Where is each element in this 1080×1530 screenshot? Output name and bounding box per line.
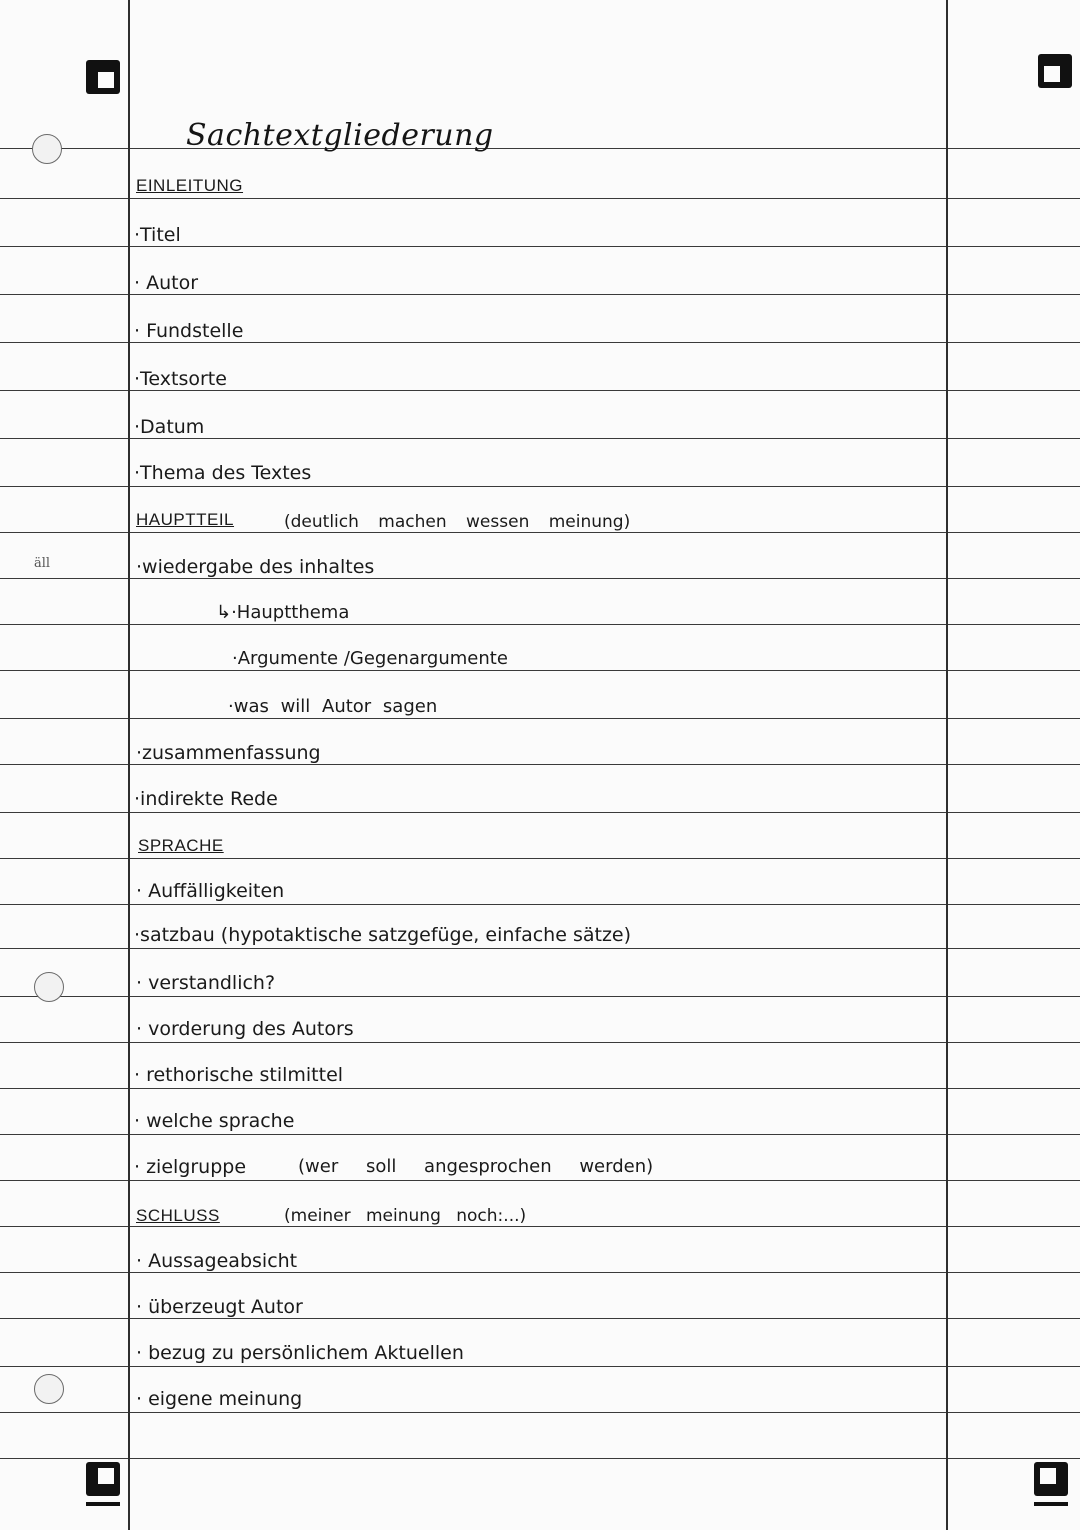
list-item: · überzeugt Autor bbox=[136, 1296, 303, 1318]
sub-list-item: ·was will Autor sagen bbox=[228, 696, 438, 717]
hauptteil-note-text: (deutlich machen wessen meinung) bbox=[284, 512, 631, 532]
heading-einleitung: EINLEITUNG bbox=[136, 176, 244, 195]
sub-list-item: ↳·Hauptthema bbox=[216, 602, 350, 623]
list-item: · bezug zu persönlichem Aktuellen bbox=[136, 1342, 464, 1364]
list-item: ·indirekte Rede bbox=[134, 788, 278, 810]
list-item: ·satzbau (hypotaktische satzgefüge, einfache sätze) bbox=[134, 924, 632, 946]
corner-mark-icon bbox=[86, 60, 120, 94]
list-item: · Autor bbox=[134, 272, 199, 294]
list-item: · rethorische stilmittel bbox=[134, 1064, 344, 1086]
ruled-line bbox=[0, 486, 1080, 487]
ruled-line bbox=[0, 148, 1080, 149]
punch-hole bbox=[32, 134, 62, 164]
ruled-line bbox=[0, 246, 1080, 247]
list-item: ·zusammenfassung bbox=[136, 742, 321, 764]
ruled-line bbox=[0, 812, 1080, 813]
ruled-line bbox=[0, 438, 1080, 439]
list-item: · eigene meinung bbox=[136, 1388, 303, 1410]
heading-schluss: SCHLUSS bbox=[136, 1206, 220, 1225]
corner-mark-icon bbox=[1038, 54, 1072, 88]
left-margin-line bbox=[128, 0, 130, 1530]
list-item: · Auffälligkeiten bbox=[136, 880, 285, 902]
ruled-line bbox=[0, 1366, 1080, 1367]
ruled-line bbox=[0, 1042, 1080, 1043]
ruled-line bbox=[0, 1458, 1080, 1459]
ruled-line bbox=[0, 342, 1080, 343]
side-note: äll bbox=[34, 556, 51, 571]
ruled-line bbox=[0, 858, 1080, 859]
hauptteil-note bbox=[284, 510, 630, 532]
list-item: · Fundstelle bbox=[134, 320, 244, 342]
list-item: · welche sprache bbox=[134, 1110, 295, 1132]
ruled-line bbox=[0, 294, 1080, 295]
page-title: Sachtextgliederung bbox=[186, 118, 494, 153]
ruled-line bbox=[0, 532, 1080, 533]
heading-hauptteil-label: HAUPTTEIL bbox=[136, 510, 235, 529]
punch-hole bbox=[34, 1374, 64, 1404]
heading-hauptteil bbox=[136, 510, 234, 530]
list-item: ·Datum bbox=[134, 416, 205, 438]
ruled-line bbox=[0, 764, 1080, 765]
ruled-line bbox=[0, 578, 1080, 579]
ruled-line bbox=[0, 624, 1080, 625]
zielgruppe-note: (wer soll angesprochen werden) bbox=[298, 1156, 654, 1177]
ruled-line bbox=[0, 948, 1080, 949]
ruled-line bbox=[0, 1318, 1080, 1319]
corner-mark-icon bbox=[1034, 1462, 1068, 1496]
ruled-line bbox=[0, 1272, 1080, 1273]
list-item: ·Textsorte bbox=[134, 368, 227, 390]
list-item: · Aussageabsicht bbox=[136, 1250, 298, 1272]
ruled-line bbox=[0, 1134, 1080, 1135]
ruled-line bbox=[0, 718, 1080, 719]
ruled-line bbox=[0, 1088, 1080, 1089]
list-item: ·wiedergabe des inhaltes bbox=[136, 556, 375, 578]
list-item: · zielgruppe bbox=[134, 1156, 247, 1178]
corner-mark-icon bbox=[86, 1462, 120, 1496]
ruled-line bbox=[0, 1180, 1080, 1181]
punch-hole bbox=[34, 972, 64, 1002]
ruled-line bbox=[0, 198, 1080, 199]
ruled-line bbox=[0, 670, 1080, 671]
list-item: ·Titel bbox=[134, 224, 181, 246]
list-item: · verstandlich? bbox=[136, 972, 276, 994]
right-margin-line bbox=[946, 0, 948, 1530]
list-item: ·Thema des Textes bbox=[134, 462, 312, 484]
ruled-line bbox=[0, 1226, 1080, 1227]
list-item: · vorderung des Autors bbox=[136, 1018, 354, 1040]
ruled-line bbox=[0, 904, 1080, 905]
ruled-line bbox=[0, 996, 1080, 997]
schluss-note: (meiner meinung noch:...) bbox=[284, 1206, 527, 1226]
ruled-line bbox=[0, 1412, 1080, 1413]
sub-list-item: ·Argumente /Gegenargumente bbox=[232, 648, 508, 669]
ruled-line bbox=[0, 390, 1080, 391]
heading-sprache: SPRACHE bbox=[138, 836, 224, 855]
